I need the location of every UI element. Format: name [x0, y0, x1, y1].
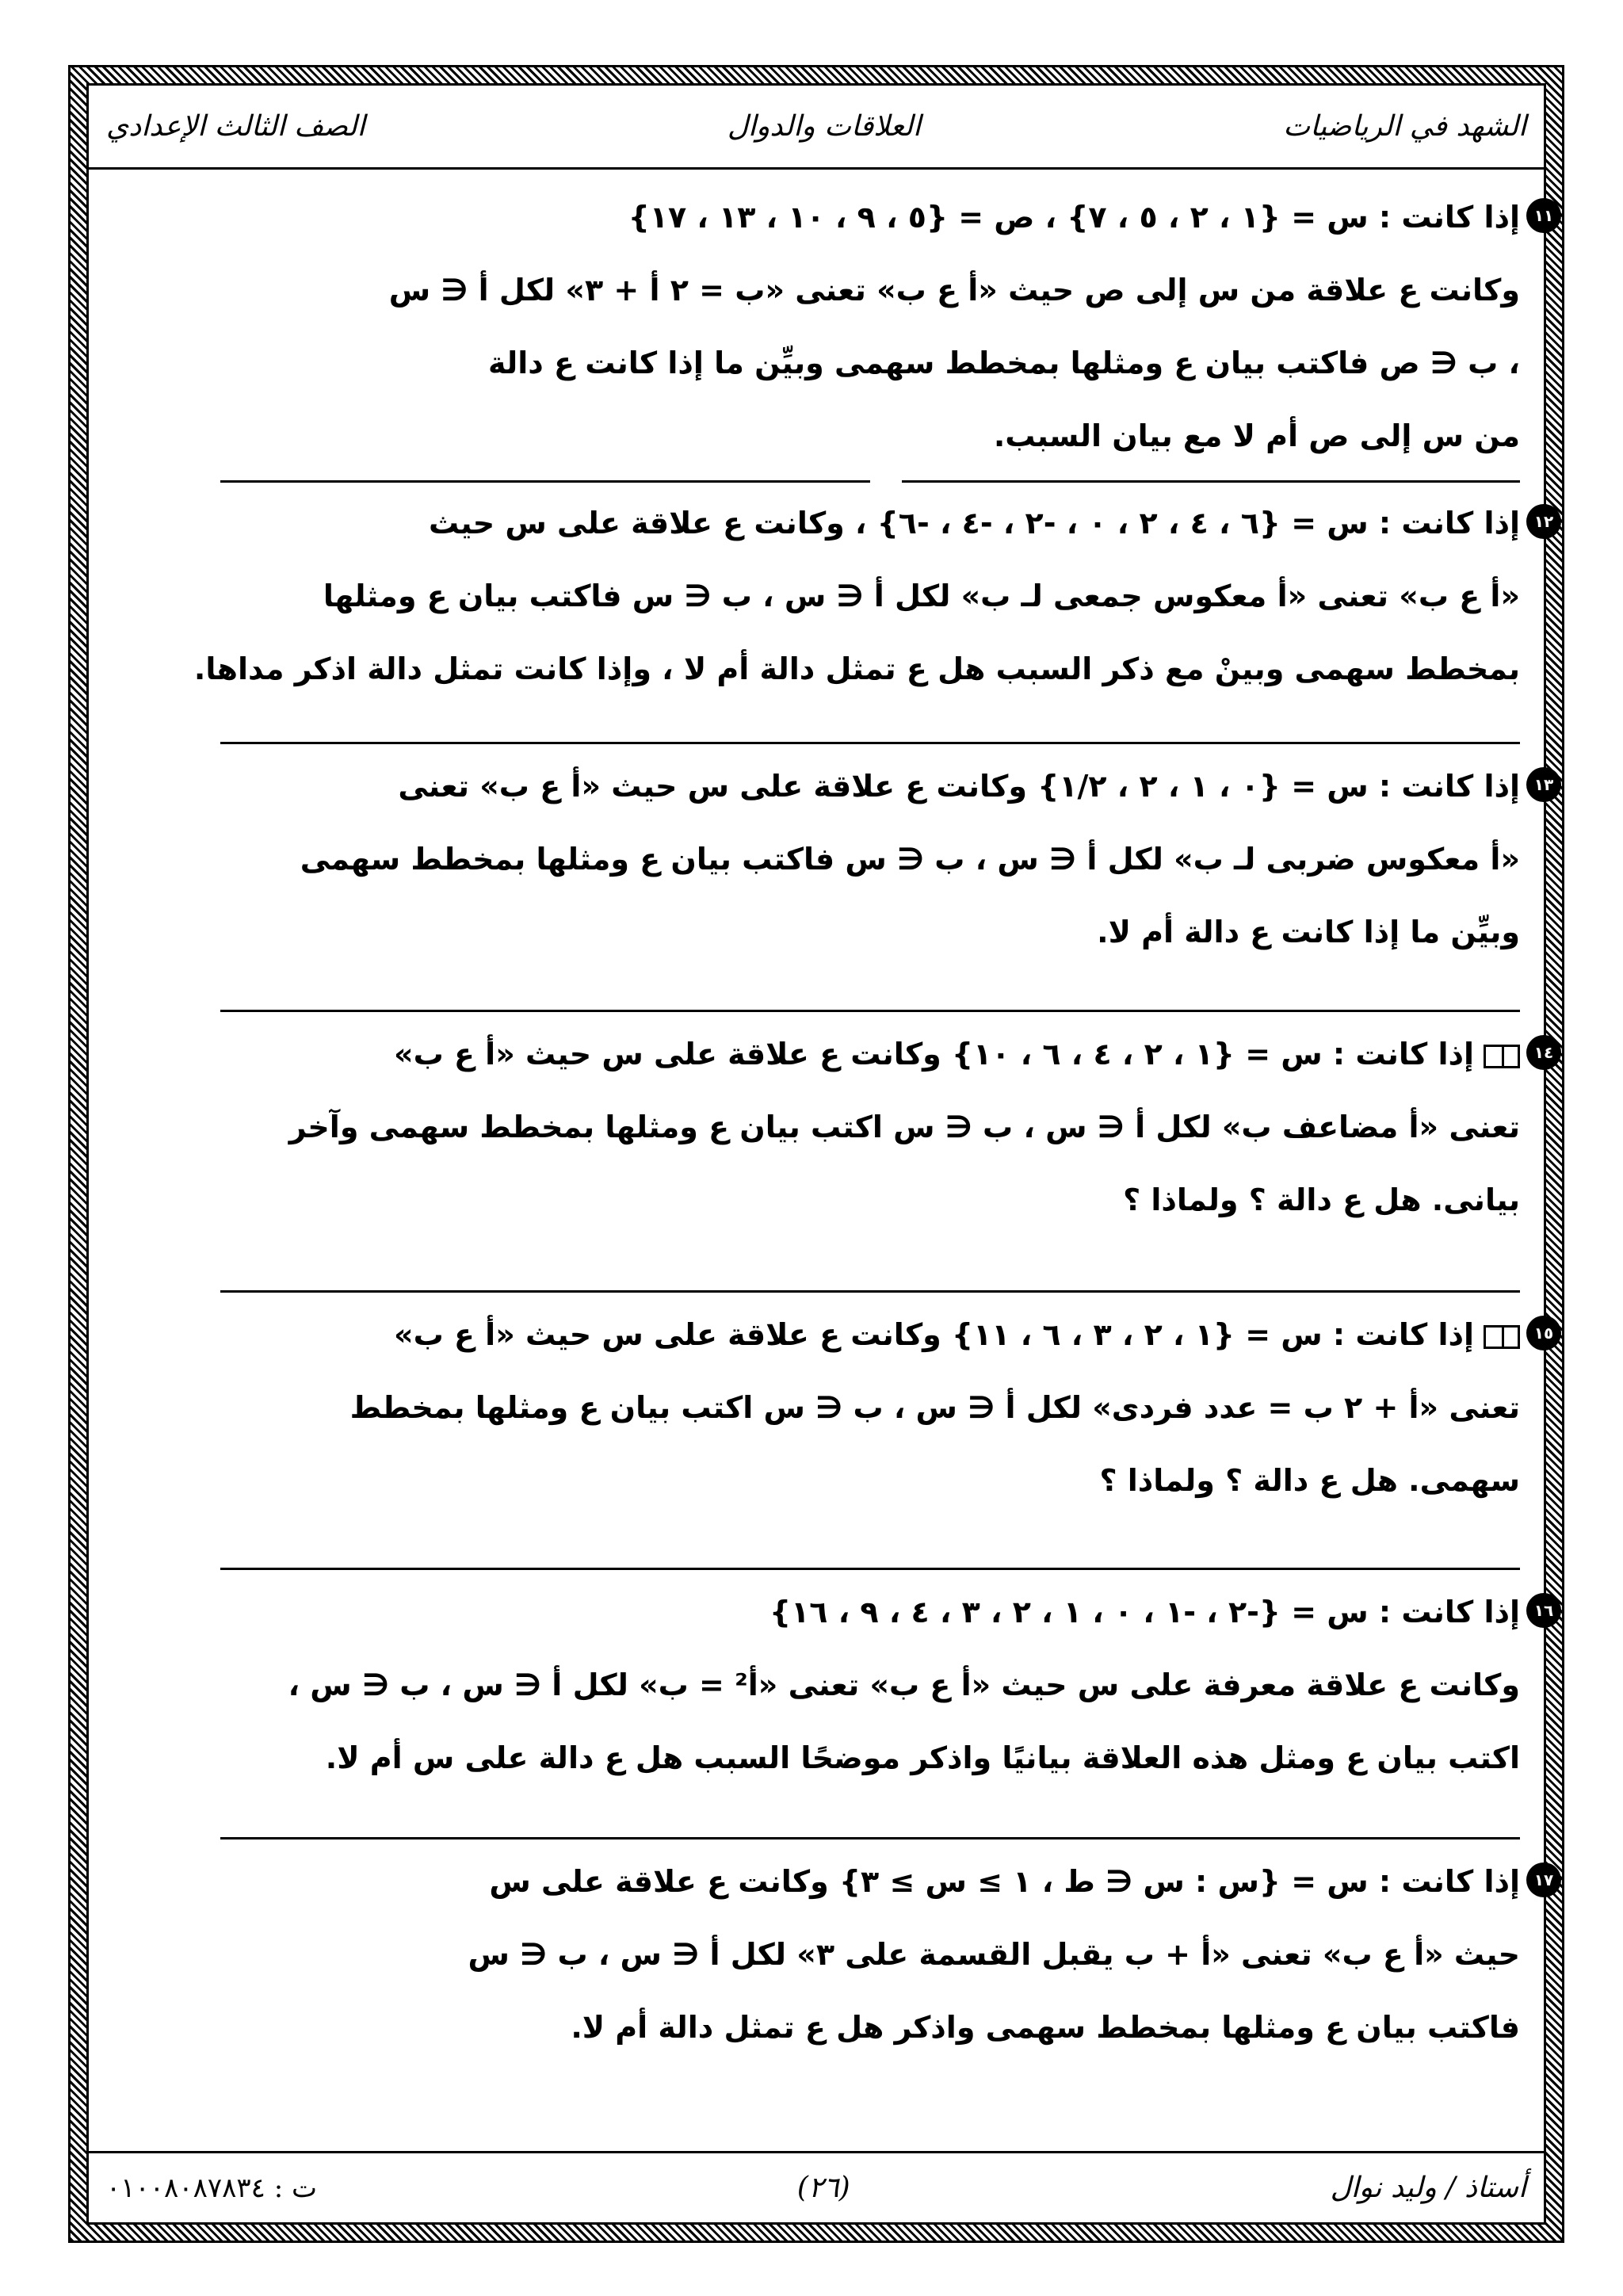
- question-number: ١٤: [1526, 1035, 1561, 1070]
- question-line: «أ معكوس ضربى لـ ب» لكل أ ∈ س ، ب ∈ س فاكتب بيان ع ومثلها بمخطط سهمى: [300, 842, 1520, 877]
- question-line: إذا كانت : س = {١ ، ٢ ، ٥ ، ٧} ، ص = {٥ ، ٩ ، ١٠ ، ١٣ ، ١٧}: [628, 200, 1520, 235]
- question-line: إذا كانت : س = {س : س ∈ ط ، ١ ≥ س ≥ ٣} وكانت ع علاقة على س: [489, 1864, 1520, 1899]
- question-line: حيث «أ ع ب» تعنى «أ + ب يقبل القسمة على ٣» لكل أ ∈ س ، ب ∈ س: [468, 1937, 1520, 1972]
- questions-area: [89, 170, 1554, 2151]
- page-border: [68, 65, 1564, 2243]
- header-topic: العلاقات والدوال: [727, 110, 921, 143]
- question-line: من س إلى ص أم لا مع بيان السبب.: [993, 418, 1520, 453]
- book-icon: [1484, 1045, 1520, 1068]
- book-icon: [1484, 1325, 1520, 1349]
- question-16: [252, 1576, 1554, 1794]
- question-line: اكتب بيان ع ومثل هذه العلاقة بيانيًا واذكر موضحًا السبب هل ع دالة على س أم لا.: [325, 1740, 1520, 1775]
- question-line: بمخطط سهمى وبينْ مع ذكر السبب هل ع تمثل دالة أم لا ، وإذا كانت تمثل دالة اذكر مداها.: [193, 651, 1520, 686]
- separator: [902, 480, 1520, 483]
- question-line-text: إذا كانت : س = {١ ، ٢ ، ٤ ، ٦ ، ١٠} وكانت ع علاقة على س حيث «أ ع ب»: [394, 1037, 1474, 1072]
- separator: [220, 1568, 1520, 1570]
- question-13: [252, 750, 1554, 968]
- footer-page-number: (٢٦): [796, 2172, 850, 2204]
- question-number: ١٢: [1526, 504, 1561, 539]
- question-14: [252, 1018, 1554, 1236]
- question-line: «أ ع ب» تعنى «أ معكوس جمعى لـ ب» لكل أ ∈ س ، ب ∈ س فاكتب بيان ع ومثلها: [323, 579, 1520, 613]
- question-number: ١٧: [1526, 1862, 1561, 1897]
- page-body: [86, 83, 1554, 2225]
- header-subject: الشهد في الرياضيات: [1283, 110, 1526, 143]
- separator: [220, 1010, 1520, 1012]
- question-line: إذا كانت : س = {-٢ ، -١ ، ٠ ، ١ ، ٢ ، ٣ ، ٤ ، ٩ ، ١٦}: [769, 1595, 1520, 1629]
- question-line: تعنى «أ + ٢ ب = عدد فردى» لكل أ ∈ س ، ب ∈ س اكتب بيان ع ومثلها بمخطط: [349, 1390, 1520, 1425]
- question-line: بيانى. هل ع دالة ؟ ولماذا ؟: [1123, 1182, 1520, 1217]
- footer-phone: ت : ٠١٠٠٨٠٨٧٨٣٤: [106, 2172, 317, 2204]
- question-line: [252, 1298, 1520, 1371]
- question-line: ، ب ∈ ص فاكتب بيان ع ومثلها بمخطط سهمى وبيِّن ما إذا كانت ع دالة: [487, 346, 1520, 380]
- question-line: وكانت ع علاقة معرفة على س حيث «أ ع ب» تعنى «أ² = ب» لكل أ ∈ س ، ب ∈ س ،: [288, 1668, 1520, 1702]
- question-line: [252, 1018, 1520, 1091]
- question-11: [252, 181, 1554, 472]
- question-line: إذا كانت : س = {٦ ، ٤ ، ٢ ، ٠ ، -٢ ، -٤ ، -٦} ، وكانت ع علاقة على س حيث: [429, 506, 1520, 541]
- question-line: وبيِّن ما إذا كانت ع دالة أم لا.: [1097, 915, 1520, 949]
- footer-author: أستاذ / وليد نوال: [1330, 2172, 1526, 2204]
- header-grade: الصف الثالث الإعدادي: [106, 110, 365, 143]
- question-number: ١٣: [1526, 767, 1561, 802]
- question-line-text: إذا كانت : س = {١ ، ٢ ، ٣ ، ٦ ، ١١} وكانت ع علاقة على س حيث «أ ع ب»: [394, 1317, 1474, 1352]
- separator: [220, 1290, 1520, 1293]
- question-line: سهمى. هل ع دالة ؟ ولماذا ؟: [1099, 1463, 1520, 1498]
- page-header: [89, 86, 1544, 170]
- question-number: ١٦: [1526, 1593, 1561, 1628]
- page-footer: [89, 2151, 1544, 2222]
- question-17: [252, 1845, 1554, 2064]
- question-12: [193, 487, 1554, 705]
- question-number: ١١: [1526, 198, 1561, 233]
- question-number: ١٥: [1526, 1316, 1561, 1350]
- question-15: [252, 1298, 1554, 1517]
- question-line: فاكتب بيان ع ومثلها بمخطط سهمى واذكر هل ع تمثل دالة أم لا.: [571, 2010, 1520, 2045]
- separator: [220, 480, 870, 483]
- question-line: إذا كانت : س = {٠ ، ١ ، ٢ ، ١/٢} وكانت ع علاقة على س حيث «أ ع ب» تعنى: [398, 769, 1520, 804]
- separator: [220, 742, 1520, 744]
- question-line: تعنى «أ مضاعف ب» لكل أ ∈ س ، ب ∈ س اكتب بيان ع ومثلها بمخطط سهمى وآخر: [288, 1110, 1520, 1144]
- separator: [220, 1837, 1520, 1839]
- question-line: وكانت ع علاقة من س إلى ص حيث «أ ع ب» تعنى «ب = ٢ أ + ٣» لكل أ ∈ س: [388, 273, 1520, 308]
